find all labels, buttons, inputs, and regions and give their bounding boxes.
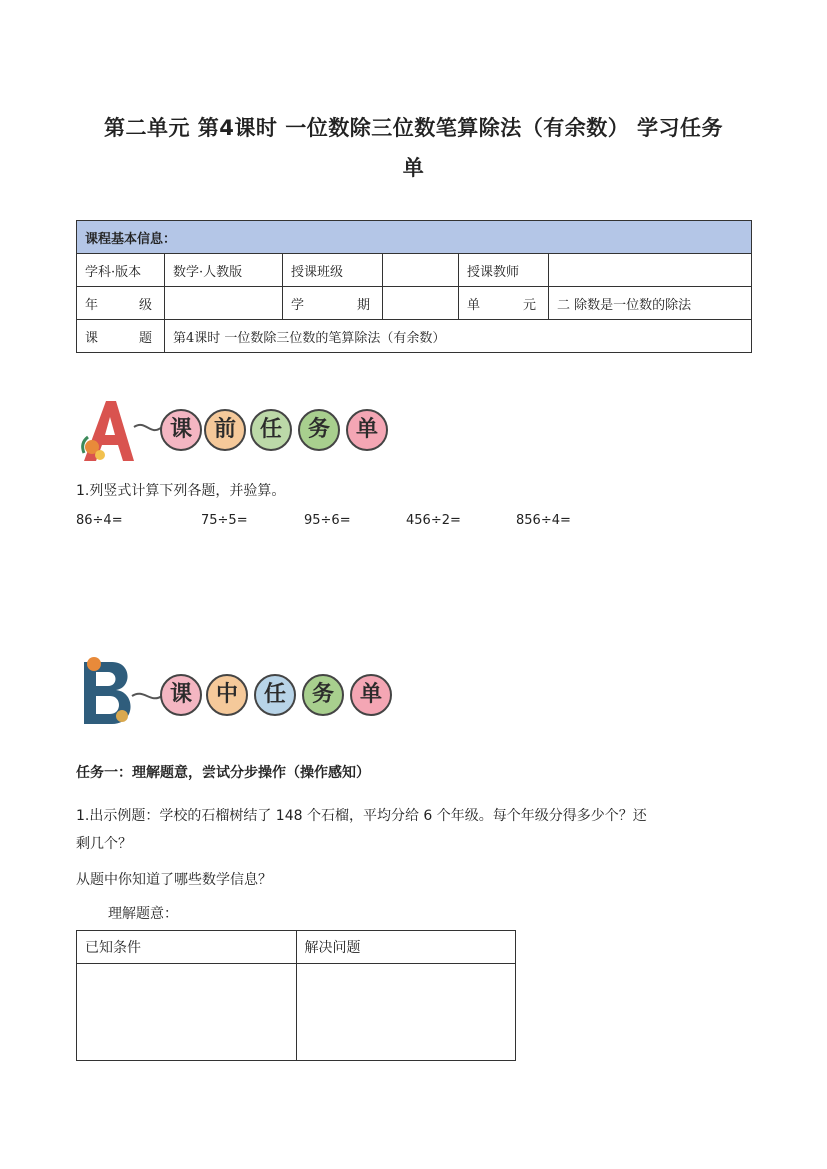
task1-question-line-1: 1.出示例题：学校的石榴树结了 148 个石榴，平均分给 6 个年级。每个年级分得多少个？还 — [76, 808, 647, 824]
bead-4: 务 — [302, 674, 344, 716]
expr-1: 86÷4= — [76, 513, 123, 528]
bead-5: 单 — [346, 409, 388, 451]
course-info-header: 课程基本信息： — [77, 221, 752, 254]
term-value[interactable] — [383, 287, 459, 320]
expr-4: 456÷2= — [406, 513, 461, 528]
class-label: 授课班级 — [283, 254, 383, 287]
bead-1: 课 — [160, 409, 202, 451]
title-line-1: 第二单元 第4课时 一位数除三位数笔算除法（有余数） 学习任务 — [103, 116, 724, 140]
bead-4: 务 — [298, 409, 340, 451]
pre-class-banner — [78, 397, 408, 467]
grade-value[interactable] — [165, 287, 283, 320]
teacher-label: 授课教师 — [459, 254, 549, 287]
grade-label: 年 级 — [77, 287, 165, 320]
pre-task-question-1: 1.列竖式计算下列各题，并验算。 — [76, 483, 286, 499]
page-title — [76, 108, 751, 188]
task1-question-2: 从题中你知道了哪些数学信息？ — [76, 872, 272, 888]
teacher-value[interactable] — [549, 254, 752, 287]
expr-3: 95÷6= — [304, 513, 351, 528]
bead-2: 前 — [204, 409, 246, 451]
unit-label: 单 元 — [459, 287, 549, 320]
bead-3: 任 — [254, 674, 296, 716]
in-class-banner — [78, 656, 408, 726]
term-label: 学 期 — [283, 287, 383, 320]
bead-3: 任 — [250, 409, 292, 451]
solve-cell[interactable] — [296, 964, 516, 1061]
topic-value: 第4课时 一位数除三位数的笔算除法（有余数） — [165, 320, 752, 353]
expr-5: 856÷4= — [516, 513, 571, 528]
expr-2: 75÷5= — [201, 513, 248, 528]
known-header: 已知条件 — [77, 931, 297, 964]
course-info-table — [76, 220, 752, 353]
bead-1: 课 — [160, 674, 202, 716]
bead-2: 中 — [206, 674, 248, 716]
known-cell[interactable] — [77, 964, 297, 1061]
topic-label: 课 题 — [77, 320, 165, 353]
understand-label: 理解题意： — [108, 906, 178, 922]
task1-question-line-2: 剩几个？ — [76, 836, 132, 852]
subject-value: 数学·人教版 — [165, 254, 283, 287]
bead-5: 单 — [350, 674, 392, 716]
condition-table — [76, 930, 516, 1061]
unit-value: 二 除数是一位数的除法 — [549, 287, 752, 320]
solve-header: 解决问题 — [296, 931, 516, 964]
subject-label: 学科·版本 — [77, 254, 165, 287]
task1-heading: 任务一：理解题意，尝试分步操作（操作感知） — [76, 765, 370, 781]
class-value[interactable] — [383, 254, 459, 287]
title-line-2: 单 — [402, 156, 425, 180]
